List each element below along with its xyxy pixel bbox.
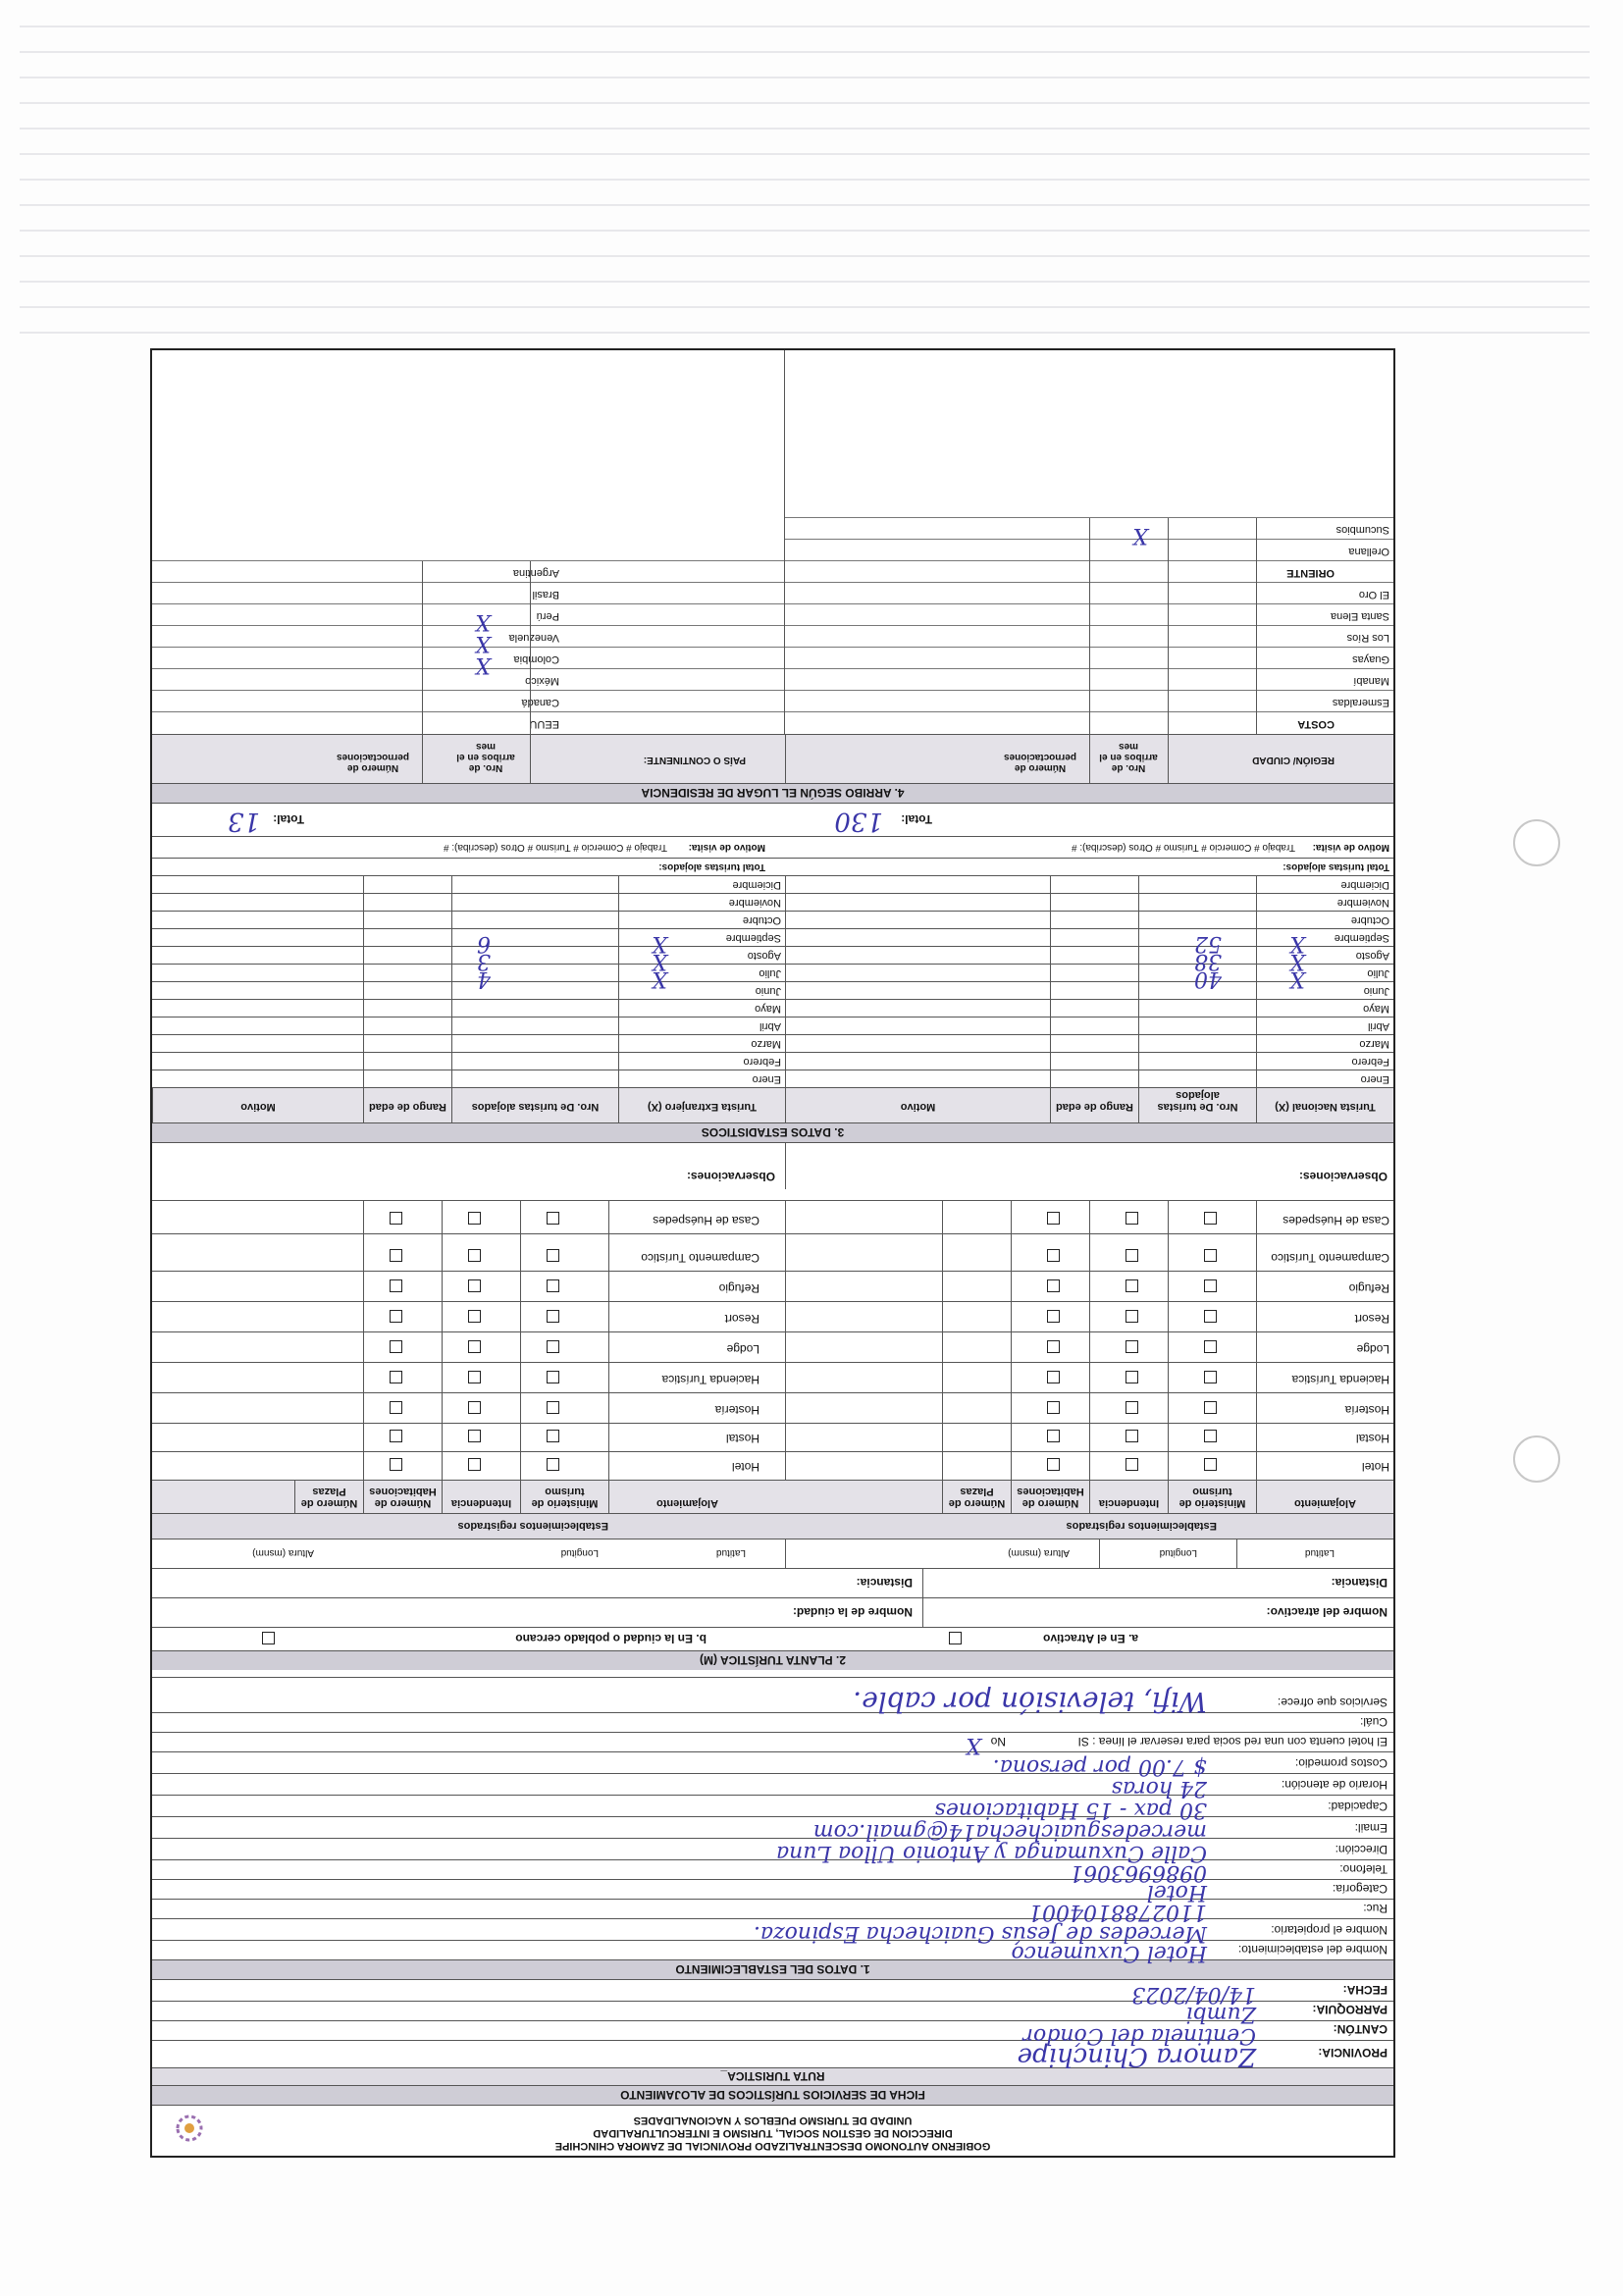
section3-title: 3. DATOS ESTADISTICOS bbox=[152, 1122, 1393, 1142]
col-line bbox=[363, 1000, 1393, 1017]
field-value: $ 7.00 por persona. bbox=[992, 1754, 1207, 1779]
registered-row bbox=[152, 1301, 1393, 1331]
fecha-row: FECHA: 14/04/2023 bbox=[152, 1979, 1393, 2001]
registered-row bbox=[152, 1392, 1393, 1423]
pais-label: Brasil bbox=[532, 589, 559, 600]
col-line bbox=[363, 1018, 1393, 1034]
nacional-count: 52 bbox=[1194, 931, 1222, 956]
col-line bbox=[363, 1272, 1393, 1301]
region-label: Santa Elena bbox=[1331, 610, 1389, 622]
alojamiento-type: Hotel bbox=[731, 1460, 759, 1474]
month-label: Enero bbox=[752, 1073, 781, 1085]
fecha-value: 14/04/2023 bbox=[1131, 1982, 1256, 2007]
field-label: Ruc: bbox=[1363, 1902, 1387, 1915]
col-line bbox=[363, 1332, 1393, 1362]
stat-month-row bbox=[152, 1034, 1393, 1052]
establecimiento-field-row bbox=[152, 1677, 1393, 1718]
total-nacional: 130 bbox=[834, 807, 883, 836]
reg-col-ext: Ministerio de turismo bbox=[520, 1480, 608, 1513]
month-label: Diciembre bbox=[1340, 879, 1389, 891]
alojamiento-type: Casa de Huéspedes bbox=[653, 1214, 759, 1227]
establecimiento-field-row bbox=[152, 1732, 1393, 1757]
field-value: 30 pax - 15 Habitaciones bbox=[934, 1798, 1207, 1822]
no-option-label: No bbox=[990, 1735, 1006, 1748]
nombres-row: Nombre del atractivo: Nombre de la ciudad: bbox=[152, 1597, 1393, 1627]
gad-logo-icon bbox=[160, 2111, 219, 2150]
field-label: Horario de atención: bbox=[1281, 1778, 1387, 1792]
extranjero-mark: X bbox=[652, 966, 667, 991]
alojamiento-type: Lodge bbox=[1356, 1342, 1389, 1356]
extranjero-count: 6 bbox=[477, 931, 491, 956]
month-label: Julio bbox=[759, 967, 781, 979]
month-label: Noviembre bbox=[728, 897, 781, 909]
col-line bbox=[422, 583, 785, 604]
stat-col-nac: Motivo bbox=[785, 1087, 1050, 1122]
nacional-count: 38 bbox=[1194, 949, 1222, 973]
field-label: Dirección: bbox=[1335, 1843, 1387, 1856]
region-label: Los Ríos bbox=[1346, 632, 1389, 644]
alojamiento-type: Hostería bbox=[1344, 1403, 1389, 1417]
form-header bbox=[152, 2105, 1393, 2156]
month-label: Abril bbox=[759, 1020, 781, 1032]
pais-label: Perú bbox=[536, 610, 559, 622]
no-option-mark: X bbox=[966, 1733, 981, 1757]
col-line bbox=[363, 1070, 1393, 1087]
month-label: Agosto bbox=[1355, 950, 1389, 962]
month-label: Octubre bbox=[742, 914, 781, 926]
pais-row bbox=[152, 690, 785, 712]
registered-row bbox=[152, 1423, 1393, 1451]
pais-row bbox=[152, 625, 785, 655]
region-label: El Oro bbox=[1358, 589, 1389, 600]
alojamiento-type: Lodge bbox=[726, 1342, 759, 1356]
col-line bbox=[363, 894, 1393, 911]
header-line2: DIRECCION DE GESTION SOCIAL, TURISMO E INTERCULTURALIDAD bbox=[593, 2127, 953, 2139]
header-line3: UNIDAD DE TURISMO PUEBLOS Y NACIONALIDADES bbox=[633, 2114, 913, 2126]
month-label: Octubre bbox=[1350, 914, 1389, 926]
alojamiento-type: Hacienda Turística bbox=[661, 1373, 759, 1386]
pais-mark: X bbox=[475, 652, 491, 677]
establecimiento-field-row bbox=[152, 1773, 1393, 1800]
ciudad-option-label: b. En la ciudad o poblado cercano bbox=[515, 1632, 707, 1645]
alojamiento-type: Hacienda Turística bbox=[1291, 1373, 1389, 1386]
field-value: Calle Cuxumanga y Antonio Ulloa Luna bbox=[776, 1841, 1207, 1865]
alojamiento-type: Refugio bbox=[718, 1281, 759, 1295]
pais-label: México bbox=[525, 675, 559, 687]
field-value: 1102788104001 bbox=[1028, 1900, 1207, 1924]
region-label: Orellana bbox=[1348, 546, 1389, 557]
establecimiento-field-row bbox=[152, 1838, 1393, 1865]
establecimiento-field-row bbox=[152, 1899, 1393, 1924]
establecimiento-field-row bbox=[152, 1816, 1393, 1844]
form-title: FICHA DE SERVICIOS TURÍSTICOS DE ALOJAMIENTO bbox=[152, 2085, 1393, 2105]
stat-col-nac: Rango de edad bbox=[1050, 1087, 1138, 1122]
establecimiento-field-row bbox=[152, 1751, 1393, 1779]
col-line bbox=[363, 1452, 1393, 1480]
field-label: Capacidad: bbox=[1328, 1800, 1387, 1813]
arribo-columns: REGIÓN/ CIUDAD Nro. de arribos en el mes Número de pernoctaciones PAÍS O CONTINENTE: Nro. de arribos en el mes Número de pernoctaciones bbox=[152, 734, 1393, 783]
header-line1: GOBIERNO AUTONOMO DESCENTRALIZADO PROVINCIAL DE ZAMORA CHINCHIPE bbox=[554, 2140, 991, 2152]
establecimiento-field-row bbox=[152, 1879, 1393, 1905]
stat-col-nac: Nro. De turistas alojados bbox=[1138, 1087, 1256, 1122]
pais-row bbox=[152, 711, 785, 734]
total-turistas-row: Total turistas alojados: Total turistas alojados: bbox=[152, 858, 1393, 875]
month-label: Julio bbox=[1367, 967, 1389, 979]
pais-mark: X bbox=[475, 631, 491, 655]
month-label: Agosto bbox=[747, 950, 781, 962]
month-label: Mayo bbox=[1363, 1003, 1389, 1015]
field-label: Servicios que ofrece: bbox=[1277, 1696, 1387, 1709]
reg-col-nac: Ministerio de turismo bbox=[1168, 1480, 1256, 1513]
alojamiento-type: Refugio bbox=[1348, 1281, 1389, 1295]
col-line bbox=[422, 691, 785, 712]
region-label: Guayas bbox=[1352, 653, 1389, 665]
col-line bbox=[363, 965, 1393, 981]
pais-row bbox=[152, 582, 785, 604]
reg-col-ext: Número de Habitaciones bbox=[363, 1480, 442, 1513]
establecimiento-field-row bbox=[152, 1712, 1393, 1732]
section1-title: 1. DATOS DEL ESTABLECIMIENTO bbox=[152, 1959, 1393, 1979]
atractivo-option-label: a. En el Atractivo bbox=[1043, 1632, 1138, 1645]
col-line bbox=[363, 1393, 1393, 1423]
pais-label: Argentina bbox=[512, 567, 559, 579]
month-label: Febrero bbox=[1351, 1056, 1389, 1068]
registered-row bbox=[152, 1451, 1393, 1480]
month-label: Diciembre bbox=[732, 879, 781, 891]
reg-col-ext: Intendencia bbox=[442, 1480, 520, 1513]
month-label: Febrero bbox=[743, 1056, 781, 1068]
parroquia-value: Zumbi bbox=[1185, 2002, 1256, 2026]
establecimiento-field-row bbox=[152, 1859, 1393, 1885]
month-label: Noviembre bbox=[1336, 897, 1389, 909]
region-label: Manabí bbox=[1353, 675, 1389, 687]
motivo-row: Motivo de visita: Trabajo # Comercio # Turismo # Otros (describa): # Motivo de visita: Trabajo # Comercio # Turismo # Otros (describa): # bbox=[152, 836, 1393, 858]
punch-hole bbox=[1513, 819, 1560, 866]
coords-row: Latitud Longitud Altura (msnm) Latitud Longitud Altura (msnm) bbox=[152, 1539, 1393, 1568]
nacional-mark: X bbox=[1289, 931, 1305, 956]
col-line bbox=[363, 912, 1393, 928]
field-value: 0986963061 bbox=[1070, 1860, 1207, 1885]
field-label: Categoría: bbox=[1332, 1882, 1387, 1896]
col-line bbox=[363, 947, 1393, 964]
reg-col-nac: Alojamiento bbox=[1256, 1480, 1393, 1513]
month-label: Mayo bbox=[755, 1003, 781, 1015]
region-label: Esmeraldas bbox=[1332, 697, 1389, 708]
section4-title: 4. ARRIBO SEGÚN EL LUGAR DE RESIDENCIA bbox=[152, 783, 1393, 803]
stat-col-ext: Turista Extranjero (X) bbox=[618, 1087, 785, 1122]
stat-month-row bbox=[152, 893, 1393, 911]
establecimiento-field-row bbox=[152, 1795, 1393, 1822]
nacional-mark: X bbox=[1289, 966, 1305, 991]
col-line bbox=[422, 712, 785, 734]
stat-month-row bbox=[152, 1070, 1393, 1087]
extranjero-count: 4 bbox=[477, 966, 491, 991]
region-label: ORIENTE bbox=[1286, 567, 1335, 579]
reg-col-nac: Número de Habitaciones bbox=[1011, 1480, 1089, 1513]
field-value: Hotel bbox=[1146, 1880, 1207, 1905]
totales-row: Total: 130 Total: 13 bbox=[152, 803, 1393, 836]
field-label: Costos promedio: bbox=[1294, 1756, 1387, 1770]
month-label: Septiembre bbox=[725, 932, 781, 944]
stat-col-ext: Rango de edad bbox=[363, 1087, 451, 1122]
col-line bbox=[363, 1234, 1393, 1271]
field-label: Cuál: bbox=[1359, 1715, 1387, 1729]
col-line bbox=[363, 1363, 1393, 1392]
alojamiento-type: Hostal bbox=[1355, 1432, 1389, 1445]
region-label: Sucumbios bbox=[1335, 524, 1389, 536]
month-label: Abril bbox=[1367, 1020, 1389, 1032]
extranjero-count: 3 bbox=[477, 949, 491, 973]
distancia-row: Distancia: Distancia: bbox=[152, 1568, 1393, 1597]
region-label: COSTA bbox=[1297, 718, 1335, 730]
route-label: RUTA TURISTICA_ bbox=[152, 2067, 1393, 2085]
pais-row bbox=[152, 560, 785, 583]
nacional-count: 40 bbox=[1194, 966, 1222, 991]
pais-label: Canadá bbox=[521, 697, 559, 708]
stat-month-row bbox=[152, 875, 1393, 893]
tourism-form bbox=[150, 348, 1395, 2158]
stat-col-ext: Motivo bbox=[152, 1087, 363, 1122]
canton-row: CANTÓN: Centinela del Cóndor bbox=[152, 2020, 1393, 2040]
pais-label: EEUU bbox=[529, 718, 559, 730]
ciudad-checkbox[interactable] bbox=[262, 1632, 275, 1644]
nacional-mark: X bbox=[1289, 949, 1305, 973]
sucumbios-mark: X bbox=[1132, 523, 1148, 548]
stats-columns bbox=[152, 1087, 1393, 1122]
extranjero-mark: X bbox=[652, 949, 667, 973]
alojamiento-type: Hotel bbox=[1361, 1460, 1389, 1474]
registered-row bbox=[152, 1200, 1393, 1233]
reg-col-ext: Número de Plazas bbox=[294, 1480, 363, 1513]
extranjero-mark: X bbox=[652, 931, 667, 956]
field-label: Nombre el propietario: bbox=[1271, 1923, 1387, 1937]
col-line bbox=[363, 982, 1393, 999]
field-label: Nombre del establecimiento: bbox=[1237, 1943, 1387, 1957]
col-line bbox=[363, 1302, 1393, 1331]
month-label: Septiembre bbox=[1334, 932, 1389, 944]
col-line bbox=[422, 561, 785, 583]
field-value: Wifi, televisión por cable. bbox=[853, 1686, 1207, 1718]
field-label: Email: bbox=[1354, 1821, 1387, 1835]
pais-row bbox=[152, 668, 785, 691]
alojamiento-type: Hostal bbox=[725, 1432, 759, 1445]
registered-row bbox=[152, 1271, 1393, 1301]
field-value: Mercedes de Jesús Guaichecha Espinoza. bbox=[753, 1921, 1207, 1946]
month-label: Marzo bbox=[1359, 1038, 1389, 1050]
col-line bbox=[363, 1424, 1393, 1451]
alojamiento-type: Campamento Turístico bbox=[1271, 1251, 1389, 1265]
field-label: Telefono: bbox=[1339, 1862, 1387, 1876]
col-line bbox=[363, 876, 1393, 893]
stat-col-nac: Turista Nacional (X) bbox=[1256, 1087, 1393, 1122]
registered-row bbox=[152, 1233, 1393, 1271]
provincia-row: PROVINCIA: Zamora Chinchipe bbox=[152, 2040, 1393, 2067]
total-extranjero: 13 bbox=[227, 807, 260, 836]
planta-location-row bbox=[152, 1627, 1393, 1650]
stat-month-row bbox=[152, 1017, 1393, 1034]
punch-hole bbox=[1513, 1435, 1560, 1483]
reg-col-nac: Intendencia bbox=[1089, 1480, 1168, 1513]
stat-col-ext: Nro. De turistas alojados bbox=[451, 1087, 618, 1122]
registered-row bbox=[152, 1362, 1393, 1392]
scan-bleed-through bbox=[20, 20, 1590, 334]
alojamiento-type: Campamento Turístico bbox=[641, 1251, 759, 1265]
col-line bbox=[363, 929, 1393, 946]
alojamiento-type: Resort bbox=[1354, 1312, 1389, 1326]
pais-row bbox=[152, 603, 785, 634]
registered-header: Establecimientos registrados Establecimientos registrados bbox=[152, 1513, 1393, 1539]
field-value: 24 horas bbox=[1111, 1776, 1207, 1800]
stat-month-row bbox=[152, 911, 1393, 928]
stat-month-row bbox=[152, 999, 1393, 1017]
month-label: Marzo bbox=[751, 1038, 781, 1050]
observaciones-row: Observaciones: Observaciones: bbox=[152, 1142, 1393, 1189]
establecimiento-field-row bbox=[152, 1918, 1393, 1946]
field-value: Hotel Cuxumenco bbox=[1011, 1941, 1207, 1965]
month-label: Enero bbox=[1360, 1073, 1389, 1085]
alojamiento-type: Hostería bbox=[714, 1403, 759, 1417]
parroquia-row: PARROQUIA: Zumbi bbox=[152, 2001, 1393, 2020]
stat-month-row bbox=[152, 1052, 1393, 1070]
canton-value: Centinela del Cóndor bbox=[1022, 2023, 1256, 2048]
pais-label: Colombia bbox=[513, 653, 559, 665]
alojamiento-type: Resort bbox=[724, 1312, 759, 1326]
pais-row bbox=[152, 647, 785, 677]
atractivo-checkbox[interactable] bbox=[949, 1632, 962, 1644]
month-label: Junio bbox=[755, 985, 781, 997]
reg-col-nac: Número de Plazas bbox=[942, 1480, 1011, 1513]
reg-col-ext: Alojamiento bbox=[608, 1480, 765, 1513]
registered-row bbox=[152, 1331, 1393, 1362]
pais-mark: X bbox=[475, 609, 491, 634]
month-label: Junio bbox=[1363, 985, 1389, 997]
pais-label: Venezuela bbox=[508, 632, 559, 644]
field-value: mercedesguaichecha14@gmail.com bbox=[812, 1819, 1207, 1844]
provincia-value: Zamora Chinchipe bbox=[1017, 2042, 1256, 2071]
col-line bbox=[363, 1053, 1393, 1070]
alojamiento-type: Casa de Huéspedes bbox=[1283, 1214, 1389, 1227]
registered-cols bbox=[152, 1480, 1393, 1513]
section2-title: 2. PLANTA TURÍSTICA (M) bbox=[152, 1650, 1393, 1670]
field-label: El hotel cuenta con una red socia para reservar el línea : SI bbox=[1077, 1735, 1387, 1748]
col-line bbox=[363, 1035, 1393, 1052]
col-line bbox=[363, 1201, 1393, 1233]
